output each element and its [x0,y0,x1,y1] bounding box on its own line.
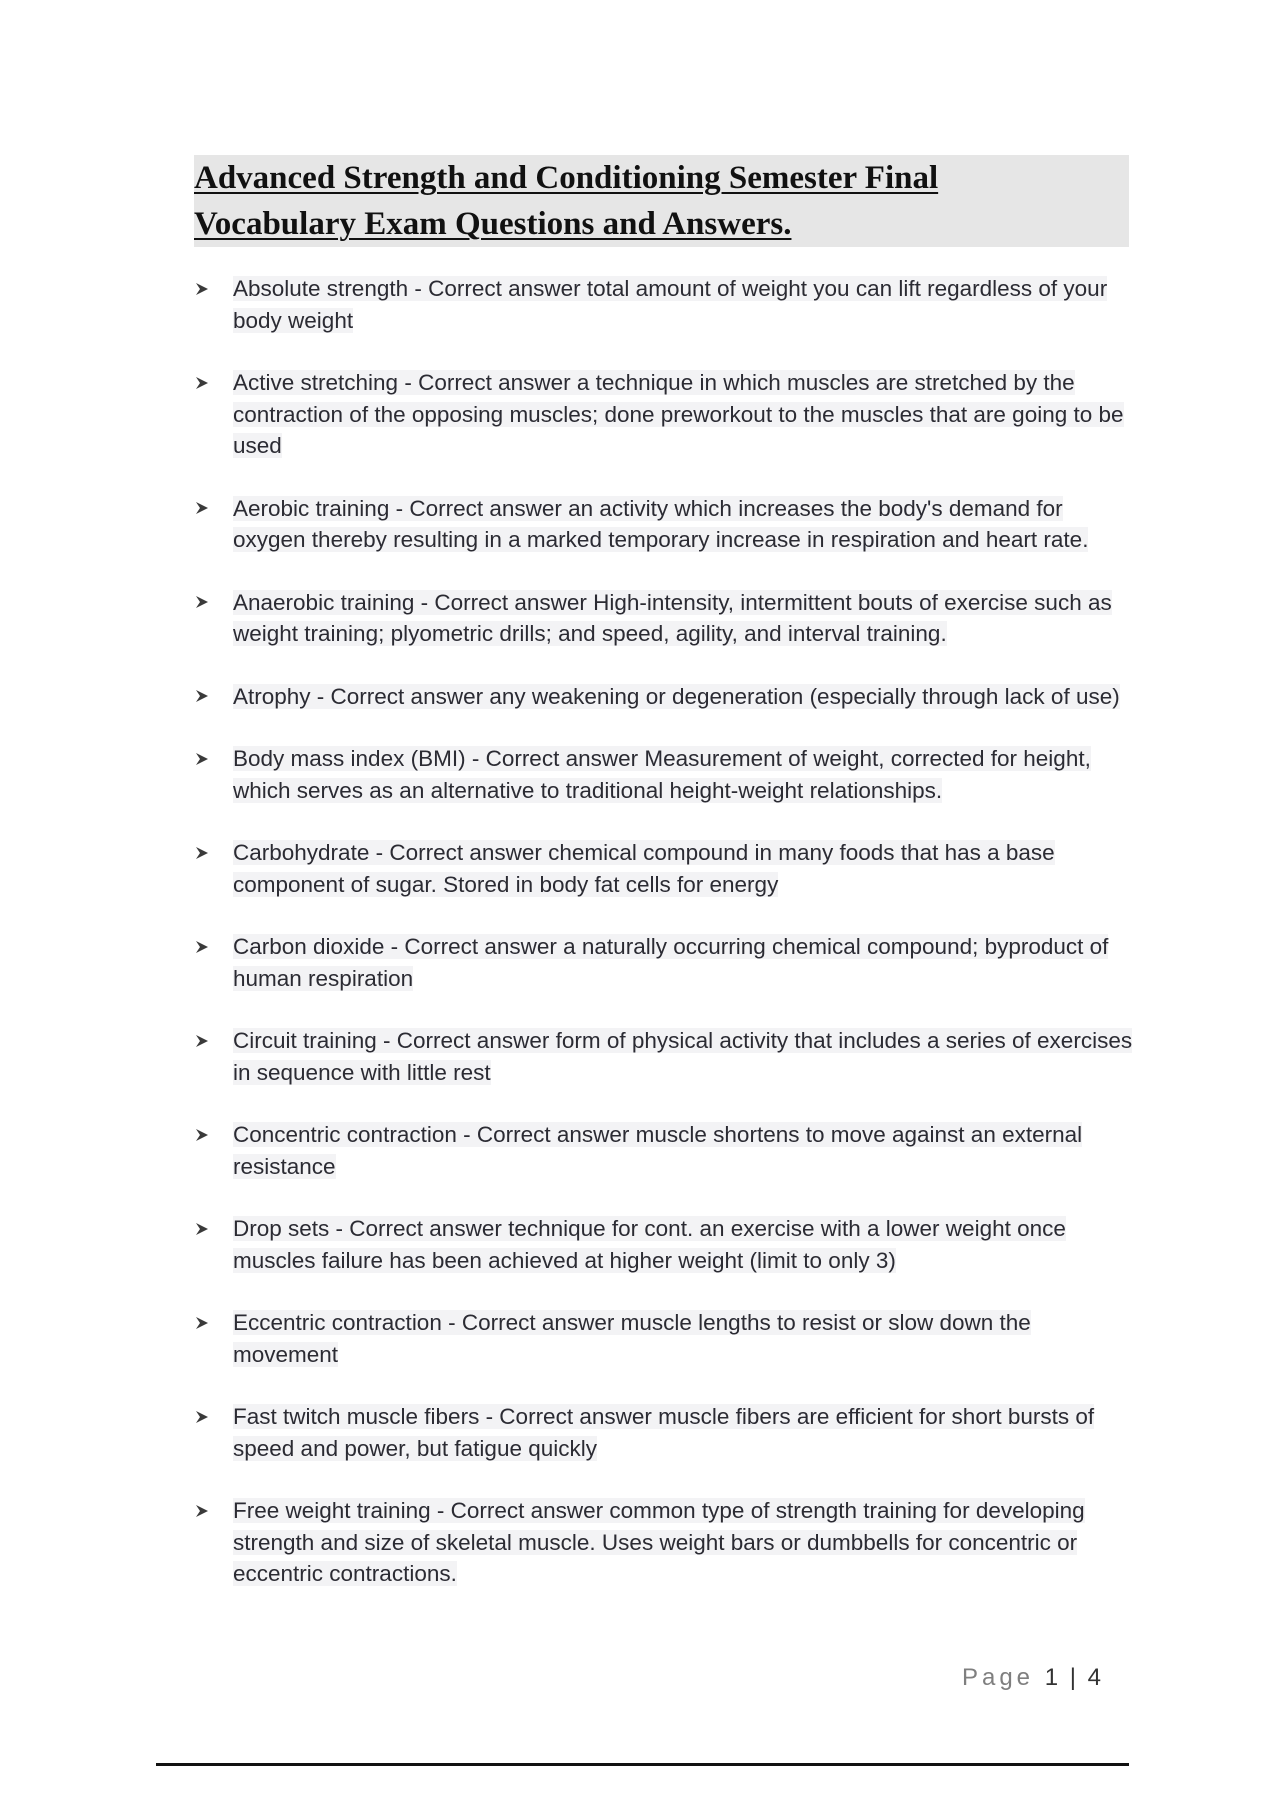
entry-text: Aerobic training - Correct answer an activity which increases the body's demand for oxygen thereby resulting in a marked temporary increase in respiration and heart rate. [233,495,1089,552]
document-title [194,155,1129,247]
total-pages: 4 [1087,1664,1102,1691]
list-item [194,1401,1134,1464]
list-item [194,681,1134,713]
page-label: Page [961,1664,1035,1691]
entry-text: Concentric contraction - Correct answer muscle shortens to move against an external resistance [233,1122,1083,1179]
list-item [194,931,1134,994]
list-item [194,587,1134,650]
arrowhead-bullet-icon [194,367,210,398]
list-item [194,1119,1134,1182]
arrowhead-bullet-icon [194,931,210,962]
page-separator: | [1069,1664,1077,1691]
title-line-2: Vocabulary Exam Questions and Answers. [194,206,792,242]
arrowhead-bullet-icon [194,493,210,524]
list-item [194,367,1134,462]
list-item [194,1495,1134,1590]
page-number [962,1664,1102,1692]
list-item [194,1307,1134,1370]
list-item [194,493,1134,556]
arrowhead-bullet-icon [194,1495,210,1526]
entry-text: Carbohydrate - Correct answer chemical compound in many foods that has a base component of sugar. Stored in body fat cells for energy [233,840,1055,897]
list-item [194,1213,1134,1276]
arrowhead-bullet-icon [194,587,210,618]
arrowhead-bullet-icon [194,1307,210,1338]
entry-text: Drop sets - Correct answer technique for cont. an exercise with a lower weight once muscles failure has been achieved at higher weight (limit to only 3) [233,1216,1066,1273]
entry-text: Fast twitch muscle fibers - Correct answer muscle fibers are efficient for short bursts of speed and power, but fatigue quickly [233,1404,1095,1461]
arrowhead-bullet-icon [194,837,210,868]
arrowhead-bullet-icon [194,681,210,712]
entry-text: Anaerobic training - Correct answer High-intensity, intermittent bouts of exercise such as weight training; plyometric drills; and speed, agility, and interval training. [233,589,1112,646]
entry-text: Body mass index (BMI) - Correct answer Measurement of weight, corrected for height, which serves as an alternative to traditional height-weight relationships. [233,746,1091,803]
current-page: 1 [1044,1664,1060,1691]
entry-text: Atrophy - Correct answer any weakening or degeneration (especially through lack of use) [233,683,1120,709]
arrowhead-bullet-icon [194,273,210,304]
arrowhead-bullet-icon [194,1025,210,1056]
arrowhead-bullet-icon [194,1119,210,1150]
entry-text: Absolute strength - Correct answer total amount of weight you can lift regardless of your body weight [233,276,1108,333]
entry-text: Free weight training - Correct answer common type of strength training for developing strength and size of skeletal muscle. Uses weight bars or dumbbells for concentric or eccentric contractions. [233,1498,1085,1586]
vocabulary-list [194,273,1134,1621]
title-line-1: Advanced Strength and Conditioning Semester Final [194,160,939,196]
list-item [194,743,1134,806]
list-item [194,1025,1134,1088]
entry-text: Eccentric contraction - Correct answer muscle lengths to resist or slow down the movement [233,1310,1031,1367]
list-item [194,837,1134,900]
footer-rule [156,1763,1129,1766]
arrowhead-bullet-icon [194,1401,210,1432]
list-item [194,273,1134,336]
arrowhead-bullet-icon [194,1213,210,1244]
entry-text: Circuit training - Correct answer form of physical activity that includes a series of exercises in sequence with little rest [233,1028,1133,1085]
entry-text: Carbon dioxide - Correct answer a naturally occurring chemical compound; byproduct of human respiration [233,934,1109,991]
arrowhead-bullet-icon [194,743,210,774]
entry-text: Active stretching - Correct answer a technique in which muscles are stretched by the contraction of the opposing muscles; done preworkout to the muscles that are going to be used [233,370,1124,458]
